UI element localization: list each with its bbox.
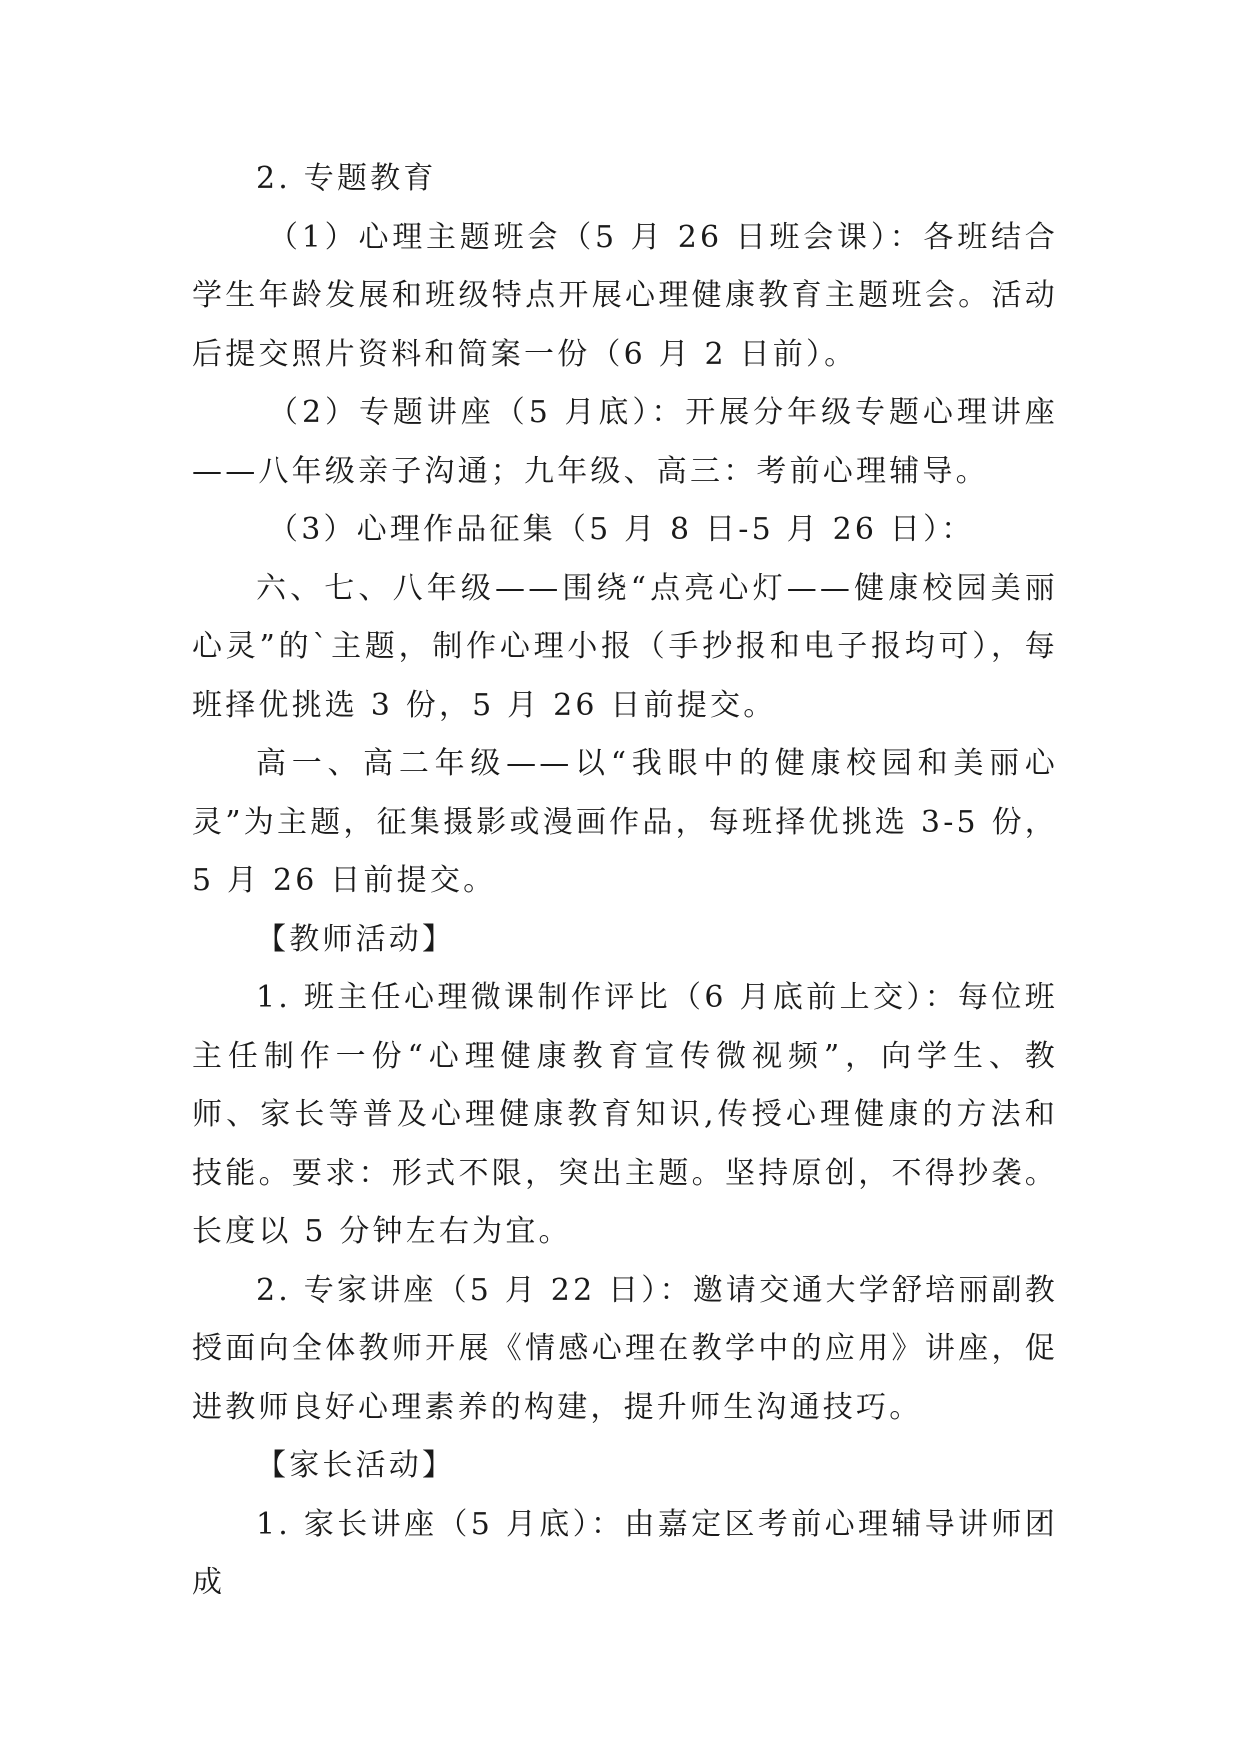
section-2-heading: 2. 专题教育 (256, 161, 437, 196)
teacher-item-2-expert-lecture: 2. 专家讲座（5 月 22 日）：邀请交通大学舒培丽副教授面向全体教师开展《情感心理在教学中的应用》讲座，促进教师良好心理素养的构建，提升师生沟通技巧。 (192, 1272, 1058, 1425)
item-2-special-lecture: （2）专题讲座（5 月底）：开展分年级专题心理讲座——八年级亲子沟通；九年级、高三：考前心理辅导。 (192, 395, 1058, 489)
teacher-item-1-micro-lesson: 1. 班主任心理微课制作评比（6 月底前上交）：每位班主任制作一份“心理健康教育宣传微视频”，向学生、教师、家长等普及心理健康教育知识,传授心理健康的方法和技能。要求：形式不限，突出主题。坚持原创，不得抄袭。长度以 5 分钟左右为宜。 (192, 980, 1058, 1249)
grades-6-8-requirement: 六、七、八年级——围绕“点亮心灯——健康校园美丽心灵”的`主题，制作心理小报（手抄报和电子报均可），每班择优挑选 3 份，5 月 26 日前提交。 (192, 570, 1058, 723)
teacher-activities-heading: 【教师活动】 (256, 921, 456, 957)
parent-activities-heading: 【家长活动】 (256, 1448, 456, 1483)
document-body (192, 150, 1058, 1613)
grades-10-11-requirement: 高一、高二年级——以“我眼中的健康校园和美丽心灵”为主题，征集摄影或漫画作品，每班择优挑选 3-5 份，5 月 26 日前提交。 (192, 746, 1058, 898)
item-1-theme-class-meeting: （1）心理主题班会（5 月 26 日班会课）：各班结合学生年龄发展和班级特点开展心理健康教育主题班会。活动后提交照片资料和简案一份（6 月 2 日前）。 (192, 219, 1058, 372)
parent-item-1-lecture: 1. 家长讲座（5 月底）：由嘉定区考前心理辅导讲师团成 (192, 1506, 1058, 1600)
item-3-works-collection: （3）心理作品征集（5 月 8 日-5 月 26 日）： (268, 512, 975, 547)
